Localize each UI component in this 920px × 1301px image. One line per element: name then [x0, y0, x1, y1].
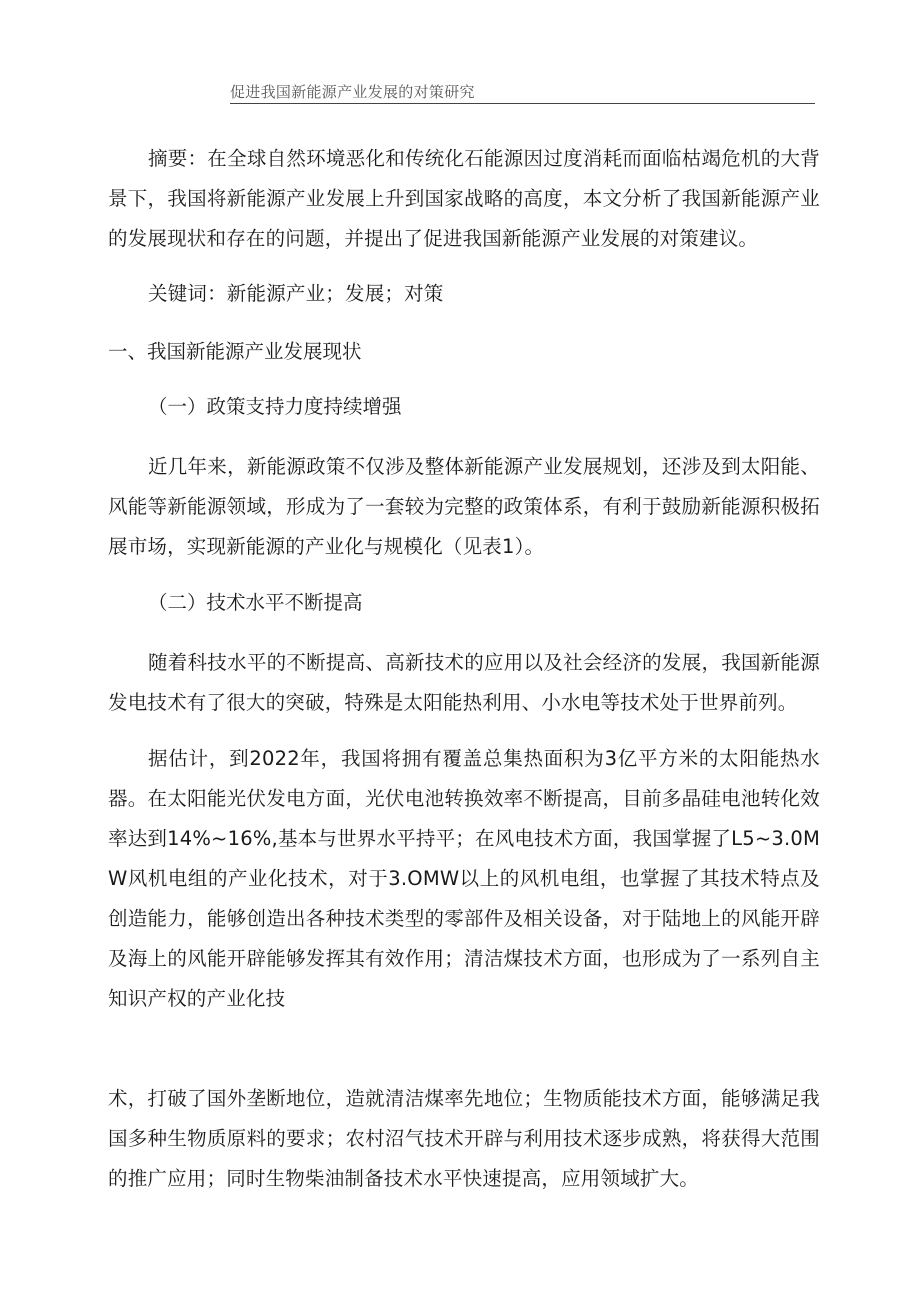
subsection-heading-1: （一）政策支持力度持续增强: [148, 395, 402, 418]
technology-paragraph-3: 术，打破了国外垄断地位，造就清洁煤率先地位；生物质能技术方面，能够满足我国多种生物质原料的要求；农村沼气技术开辟与利用技术逐步成熟，将获得大范围的推广应用；同时生物柴油制备技术水平快速提高，应用领域扩大。: [108, 1087, 820, 1190]
technology-paragraph-1: 随着科技水平的不断提高、高新技术的应用以及社会经济的发展，我国新能源发电技术有了很大的突破，特殊是太阳能热利用、小水电等技术处于世界前列。: [108, 651, 820, 714]
running-header: [230, 82, 815, 104]
policy-paragraph: 近几年来，新能源政策不仅涉及整体新能源产业发展规划，还涉及到太阳能、风能等新能源领域，形成为了一套较为完整的政策体系，有利于鼓励新能源积极拓展市场，实现新能源的产业化与规模化（见表1）。: [108, 455, 820, 558]
keywords-line: 关键词：新能源产业；发展；对策: [148, 282, 444, 305]
header-title: 促进我国新能源产业发展的对策研究: [230, 83, 475, 101]
section-heading-1: 一、我国新能源产业发展现状: [108, 340, 362, 363]
technology-paragraph-2: 据估计，到2022年，我国将拥有覆盖总集热面积为3亿平方米的太阳能热水器。在太阳能光伏发电方面，光伏电池转换效率不断提高，目前多晶硅电池转化效率达到14%~16%,基本与世界水平持平；在风电技术方面，我国掌握了L5~3.0MW风机电组的产业化技术，对于3.OMW以上的风机电组，也掌握了其技术特点及创造能力，能够创造出各种技术类型的零部件及相关设备，对于陆地上的风能开辟及海上的风能开辟能够发挥其有效作用；清洁煤技术方面，也形成为了一系列自主知识产权的产业化技: [108, 747, 820, 1010]
subsection-heading-2: （二）技术水平不断提高: [148, 591, 363, 614]
abstract-paragraph: 摘要：在全球自然环境恶化和传统化石能源因过度消耗而面临枯竭危机的大背景下，我国将新能源产业发展上升到国家战略的高度，本文分析了我国新能源产业的发展现状和存在的问题，并提出了促进我国新能源产业发展的对策建议。: [108, 147, 820, 250]
